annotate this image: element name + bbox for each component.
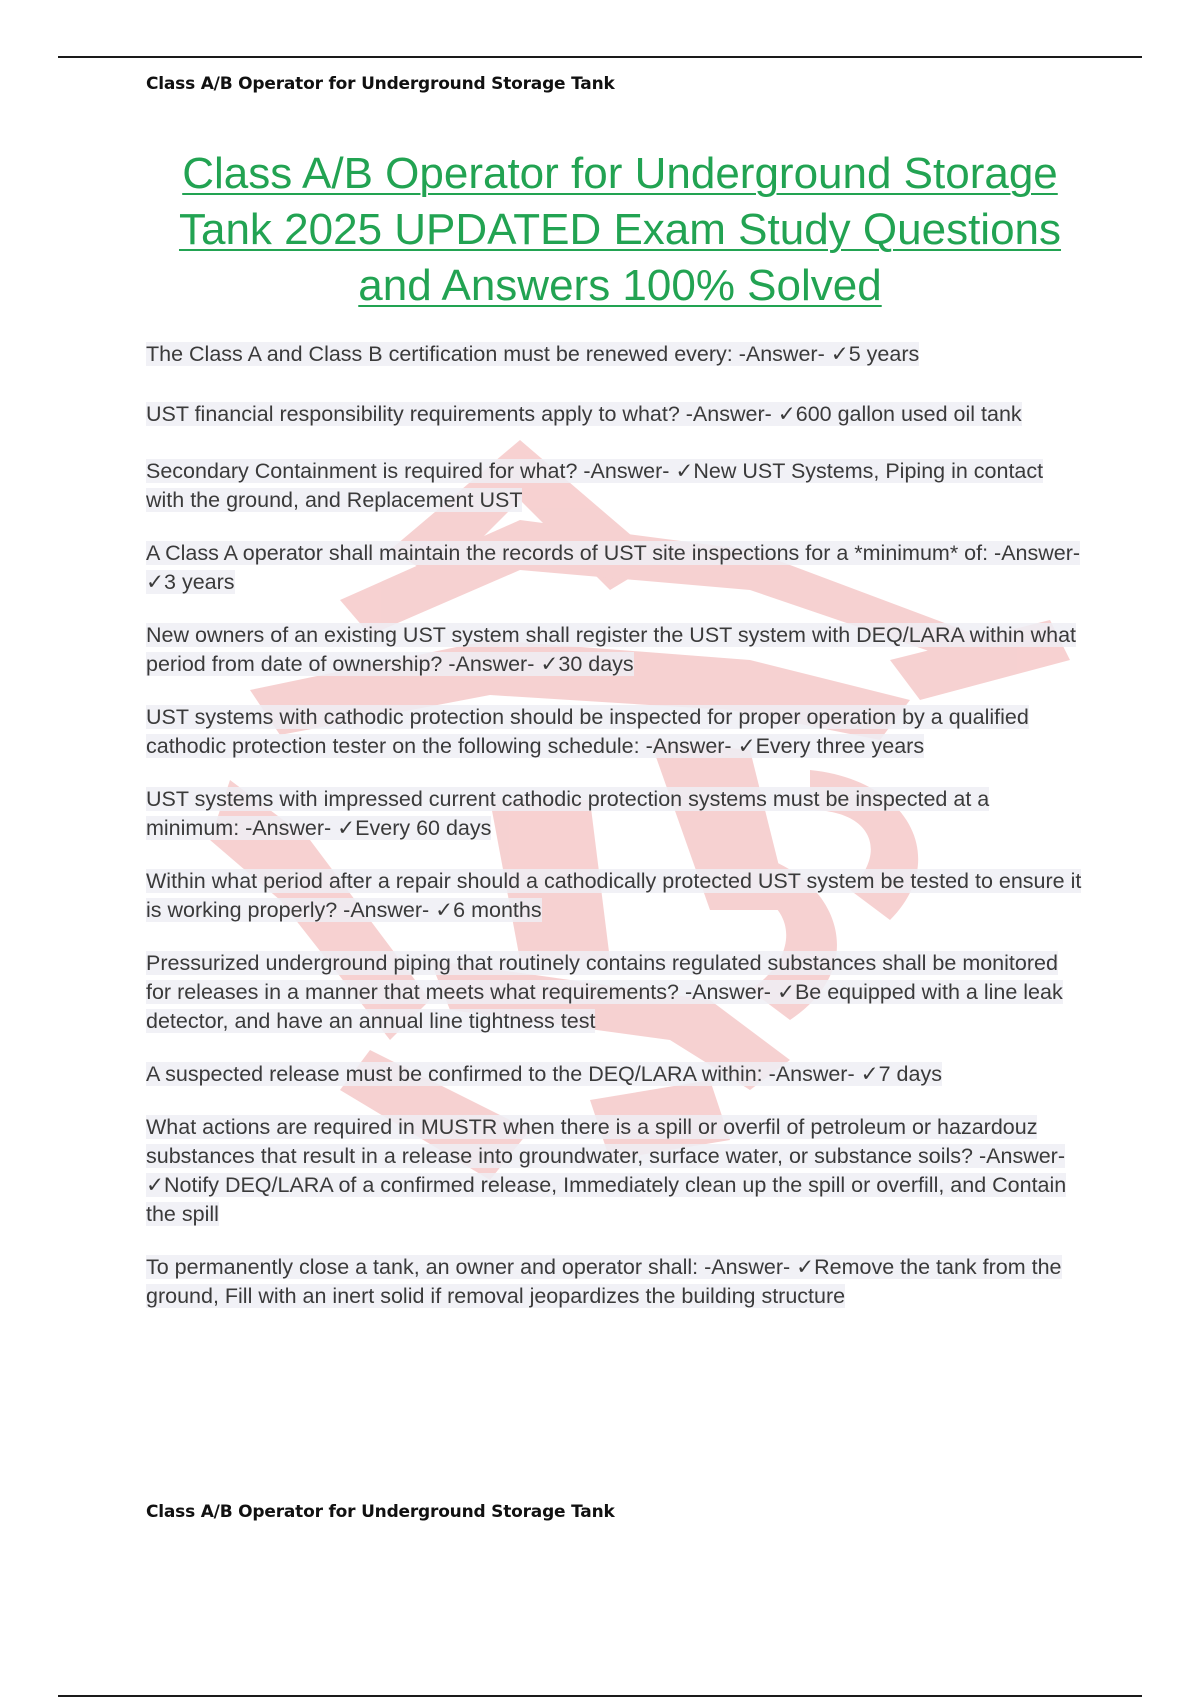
- qa-item: [146, 340, 1086, 369]
- running-footer: Class A/B Operator for Underground Storage Tank: [146, 1502, 615, 1522]
- qa-item: [146, 703, 1086, 761]
- qa-item: [146, 785, 1086, 843]
- qa-text: UST systems with impressed current cathodic protection systems must be inspected at a minimum: -Answer- ✓Every 60 days: [146, 787, 990, 840]
- qa-text: UST systems with cathodic protection should be inspected for proper operation by a qualified cathodic protection tester on the following schedule: -Answer- ✓Every three years: [146, 705, 1029, 758]
- running-header: Class A/B Operator for Underground Storage Tank: [146, 74, 615, 94]
- bottom-rule: [58, 1695, 1142, 1697]
- qa-text: UST financial responsibility requirements apply to what? -Answer- ✓600 gallon used oil tank: [146, 402, 1022, 426]
- qa-text: Secondary Containment is required for what? -Answer- ✓New UST Systems, Piping in contact with the ground, and Replacement UST: [146, 459, 1044, 512]
- qa-text: To permanently close a tank, an owner and operator shall: -Answer- ✓Remove the tank from the ground, Fill with an inert solid if removal jeopardizes the building structure: [146, 1255, 1062, 1308]
- qa-item: [146, 621, 1086, 679]
- qa-item: [146, 867, 1086, 925]
- qa-item: [146, 1113, 1086, 1229]
- top-rule: [58, 56, 1142, 58]
- qa-item: [146, 457, 1086, 515]
- qa-list: [146, 340, 1086, 1311]
- qa-text: A suspected release must be confirmed to the DEQ/LARA within: -Answer- ✓7 days: [146, 1062, 942, 1086]
- qa-text: What actions are required in MUSTR when there is a spill or overfil of petroleum or hazardouz substances that result in a release into groundwater, surface water, or substance soils? -Answer- ✓Notify DEQ/LARA of a confirmed release, Immediately clean up the spill or overfill, and Contain the spill: [146, 1115, 1067, 1226]
- qa-item: [146, 1253, 1086, 1311]
- qa-text: The Class A and Class B certification must be renewed every: -Answer- ✓5 years: [146, 342, 920, 366]
- qa-item: [146, 1060, 1086, 1089]
- qa-item: [146, 400, 1086, 429]
- qa-text: Pressurized underground piping that routinely contains regulated substances shall be monitored for releases in a manner that meets what requirements? -Answer- ✓Be equipped with a line leak detector, and have an annual line tightness test: [146, 951, 1063, 1033]
- document-title: Class A/B Operator for Underground Storage Tank 2025 UPDATED Exam Study Questions and Answers 100% Solved: [178, 149, 1062, 310]
- qa-item: [146, 539, 1086, 597]
- qa-text: Within what period after a repair should a cathodically protected UST system be tested to ensure it is working properly? -Answer- ✓6 months: [146, 869, 1082, 922]
- qa-text: New owners of an existing UST system shall register the UST system with DEQ/LARA within what period from date of ownership? -Answer- ✓30 days: [146, 623, 1077, 676]
- qa-text: A Class A operator shall maintain the records of UST site inspections for a *minimum* of: -Answer- ✓3 years: [146, 541, 1081, 594]
- qa-item: [146, 949, 1086, 1036]
